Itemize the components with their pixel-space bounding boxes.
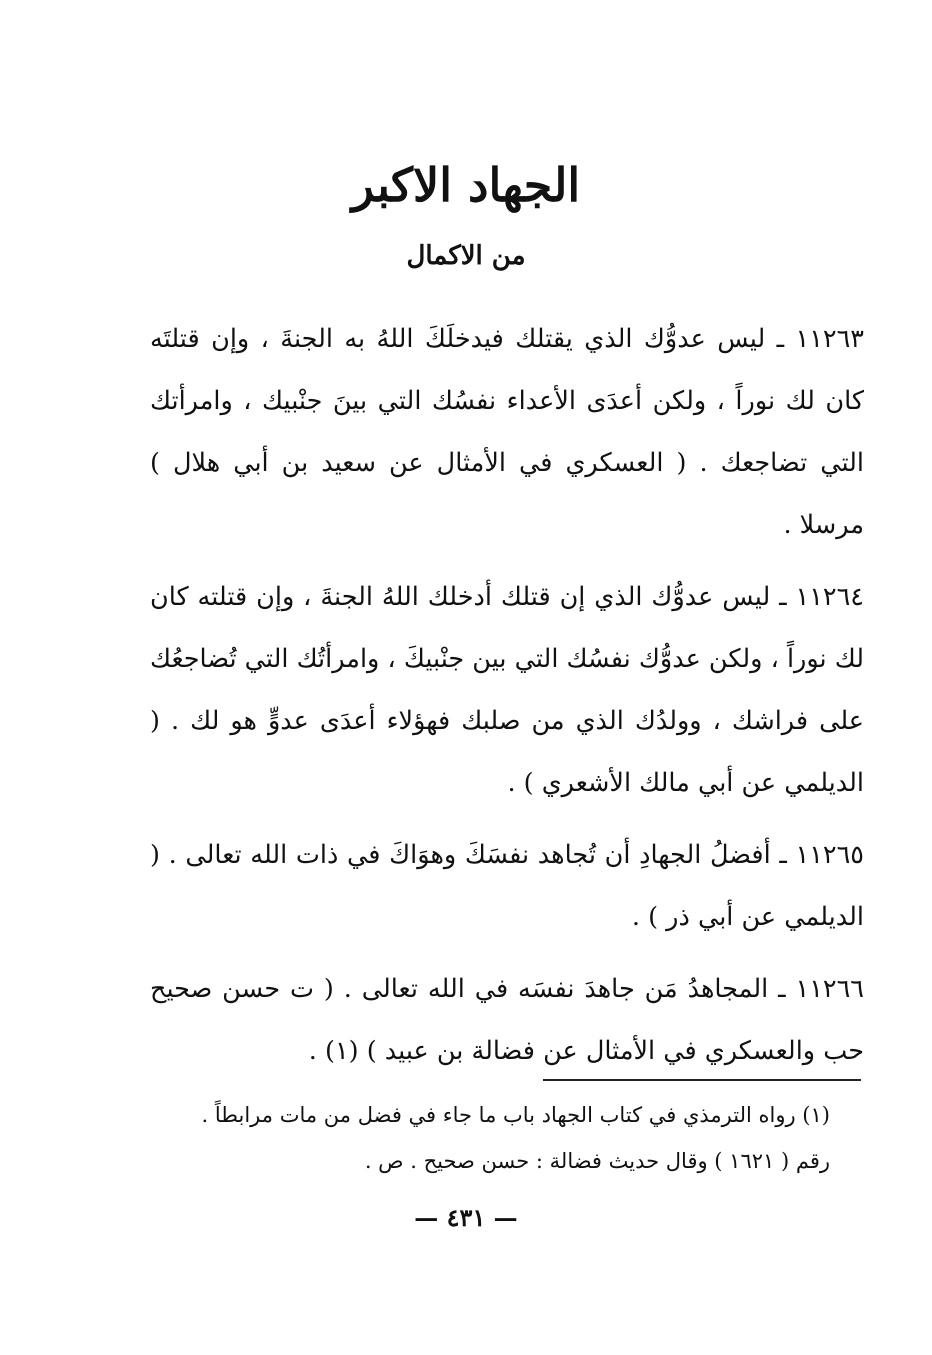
footnote-line-1: (١) رواه الترمذي في كتاب الجهاد باب ما جاء في فضل من مات مرابطاً .: [201, 1103, 830, 1127]
footnote-line-2: رقم ( ١٦٢١ ) وقال حديث فضالة : حسن صحيح . ص .: [364, 1149, 830, 1173]
footnote-block: [140, 1092, 830, 1184]
page-subtitle: من الاكمال: [406, 241, 526, 271]
hadith-11264: ١١٢٦٤ ـ ليس عدوُّك الذي إن قتلك أدخلك اللهُ الجنةَ ، وإن قتلته كان لك نوراً ، ولكن عدوُّك نفسُك التي بين جنْبيكَ ، وامرأتُك التي تُضاجعُك على فراشك ، وولدُك الذي من صلبك فهؤلاء أعدَى عدوٍّ هو لك . ( الديلمي عن أبي مالك الأشعري ) .: [150, 582, 864, 798]
hadith-11266: ١١٢٦٦ ـ المجاهدُ مَن جاهدَ نفسَه في الله تعالى . ( ت حسن صحيح حب والعسكري في الأمثال عن فضالة بن عبيد ) (١) .: [150, 974, 864, 1066]
hadith-11263: ١١٢٦٣ ـ ليس عدوُّك الذي يقتلك فيدخلَكَ اللهُ به الجنةَ ، وإن قتلتَه كان لك نوراً ، ولكن أعدَى الأعداء نفسُك التي بينَ جنْبيك ، وامرأتك التي تضاجعك . ( العسكري في الأمثال عن سعيد بن أبي هلال ) مرسلا .: [150, 324, 864, 540]
page-title: الجهاد الاكبر: [351, 158, 581, 212]
footnote-divider: [543, 1079, 861, 1081]
page-number: — ٤٣١ —: [414, 1203, 518, 1232]
hadith-11265: ١١٢٦٥ ـ أفضلُ الجهادِ أن تُجاهد نفسَكَ وهوَاكَ في ذات الله تعالى . ( الديلمي عن أبي ذر ) .: [150, 840, 864, 932]
hadith-list: [150, 308, 864, 1092]
